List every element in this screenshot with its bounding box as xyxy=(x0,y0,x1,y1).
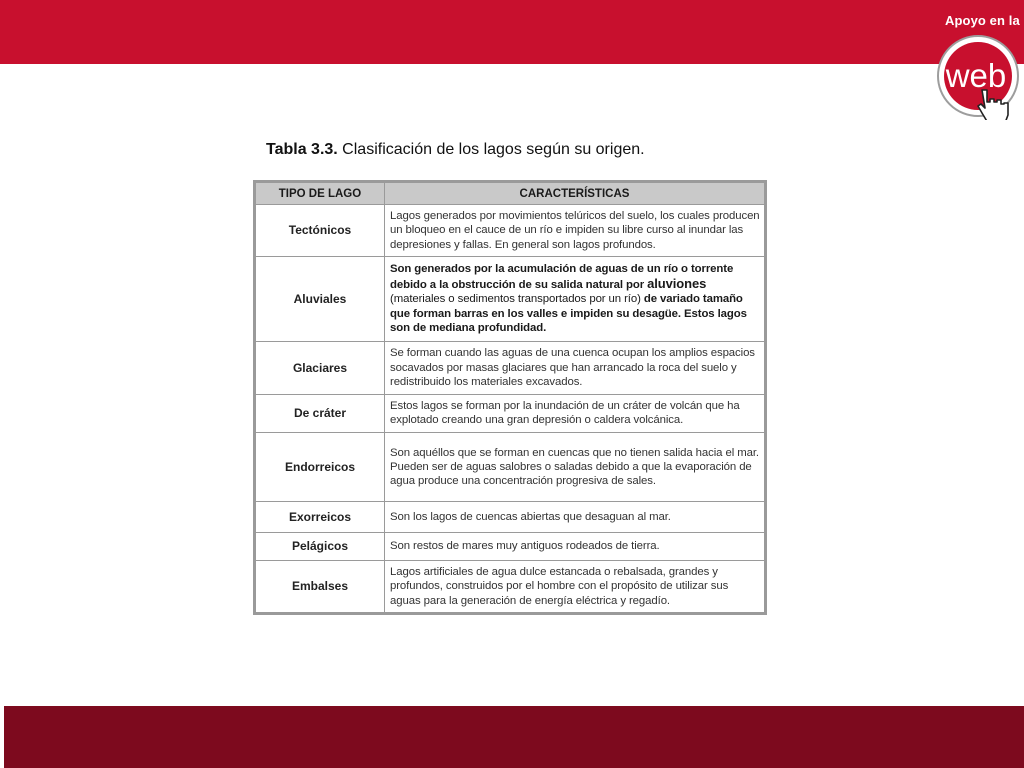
caption-text: Clasificación de los lagos según su origen. xyxy=(337,141,645,158)
characteristics-cell: Son aquéllos que se forman en cuencas que no tienen salida hacia el mar. Pueden ser de aguas salobres o saladas debido a que la evaporación de agua produce una concentración progresiva de sales. xyxy=(385,433,765,502)
desc-part: Son generados por la acumulación de aguas de un río o torrente debido a la obstrucción de su salida natural por xyxy=(390,263,734,291)
characteristics-cell: Estos lagos se forman por la inundación de un cráter de volcán que ha explotado creando una gran depresión o caldera volcánica. xyxy=(385,394,765,432)
table-row xyxy=(256,532,765,560)
lake-type-cell: Aluviales xyxy=(256,257,385,341)
table-row xyxy=(256,433,765,502)
web-support-label: Apoyo en la xyxy=(945,13,1020,28)
table-header-row xyxy=(256,183,765,205)
lake-type-cell: Endorreicos xyxy=(256,433,385,502)
header-characteristics: CARACTERÍSTICAS xyxy=(385,183,765,205)
characteristics-cell: Lagos artificiales de agua dulce estancada o rebalsada, grandes y profundos, construidos por el hombre con el propósito de utilizar sus aguas para la generación de energía eléctrica y regadío. xyxy=(385,560,765,612)
characteristics-cell: Son restos de mares muy antiguos rodeados de tierra. xyxy=(385,532,765,560)
characteristics-cell: Lagos generados por movimientos telúricos del suelo, los cuales producen un bloqueo en el cauce de un río e impiden su libre curso al inundar las depresiones y fallas. En general son lagos profundos. xyxy=(385,205,765,257)
top-banner xyxy=(0,0,1024,64)
lake-type-cell: Tectónicos xyxy=(256,205,385,257)
bottom-banner xyxy=(0,706,1024,768)
desc-parenthetical: (materiales o sedimentos transportados por un río) xyxy=(390,293,641,306)
characteristics-cell: Son los lagos de cuencas abiertas que desaguan al mar. xyxy=(385,502,765,532)
web-badge-icon[interactable] xyxy=(936,34,1022,120)
lake-type-cell: De cráter xyxy=(256,394,385,432)
table-row xyxy=(256,502,765,532)
lake-type-cell: Embalses xyxy=(256,560,385,612)
lake-type-cell: Glaciares xyxy=(256,341,385,394)
highlighted-term: aluviones xyxy=(647,275,707,291)
characteristics-cell: Se forman cuando las aguas de una cuenca ocupan los amplios espacios socavados por masas glaciares que han arrancado la roca del suelo y redistribuido los materiales excavados. xyxy=(385,341,765,394)
lake-type-cell: Exorreicos xyxy=(256,502,385,532)
web-badge-text: web xyxy=(945,57,1007,94)
lake-classification-table xyxy=(253,180,767,615)
table-row xyxy=(256,341,765,394)
table-row xyxy=(256,205,765,257)
lake-type-cell: Pelágicos xyxy=(256,532,385,560)
caption-number: Tabla 3.3. xyxy=(266,141,338,158)
characteristics-cell xyxy=(385,257,765,341)
header-lake-type: TIPO DE LAGO xyxy=(256,183,385,205)
table-row xyxy=(256,394,765,432)
desc-part: de variado tamaño que forman barras en los valles e impiden su desagüe. Estos lagos son de mediana profundidad. xyxy=(390,293,747,335)
table-row xyxy=(256,560,765,612)
table-row xyxy=(256,257,765,341)
table-caption xyxy=(266,141,645,159)
